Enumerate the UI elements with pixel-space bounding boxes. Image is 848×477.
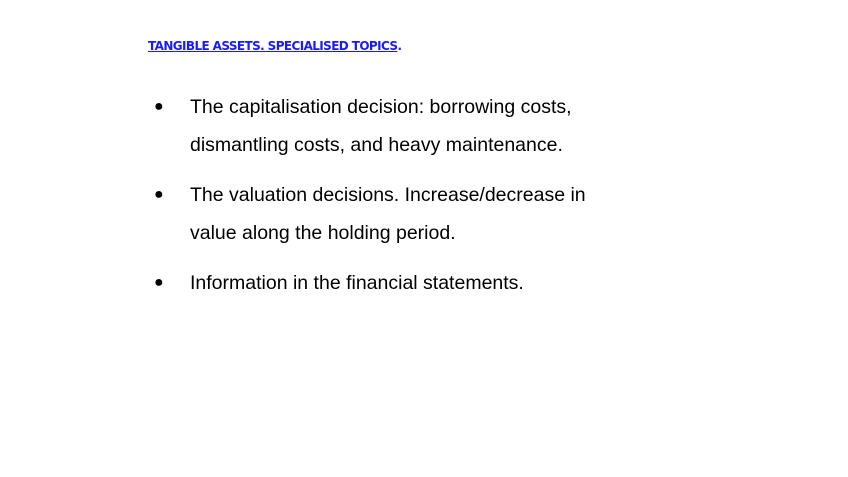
title-link[interactable]: TANGIBLE ASSETS. SPECIALISED TOPICS	[148, 39, 398, 53]
bullet-icon: ●	[154, 98, 164, 115]
bullet-text-information: Information in the financial statements.	[190, 272, 524, 294]
bullet-icon: ●	[154, 186, 164, 203]
bullet-list	[152, 88, 672, 314]
bullet-icon: ●	[154, 274, 164, 291]
bullet-text-valuation: The valuation decisions. Increase/decrease in value along the holding period.	[190, 184, 586, 244]
slide-title	[148, 38, 401, 54]
list-item	[152, 264, 672, 302]
list-item	[152, 176, 672, 252]
bullet-text-capitalisation: The capitalisation decision: borrowing costs, dismantling costs, and heavy maintenance.	[190, 96, 572, 156]
list-item	[152, 88, 672, 164]
title-period: .	[397, 39, 402, 53]
